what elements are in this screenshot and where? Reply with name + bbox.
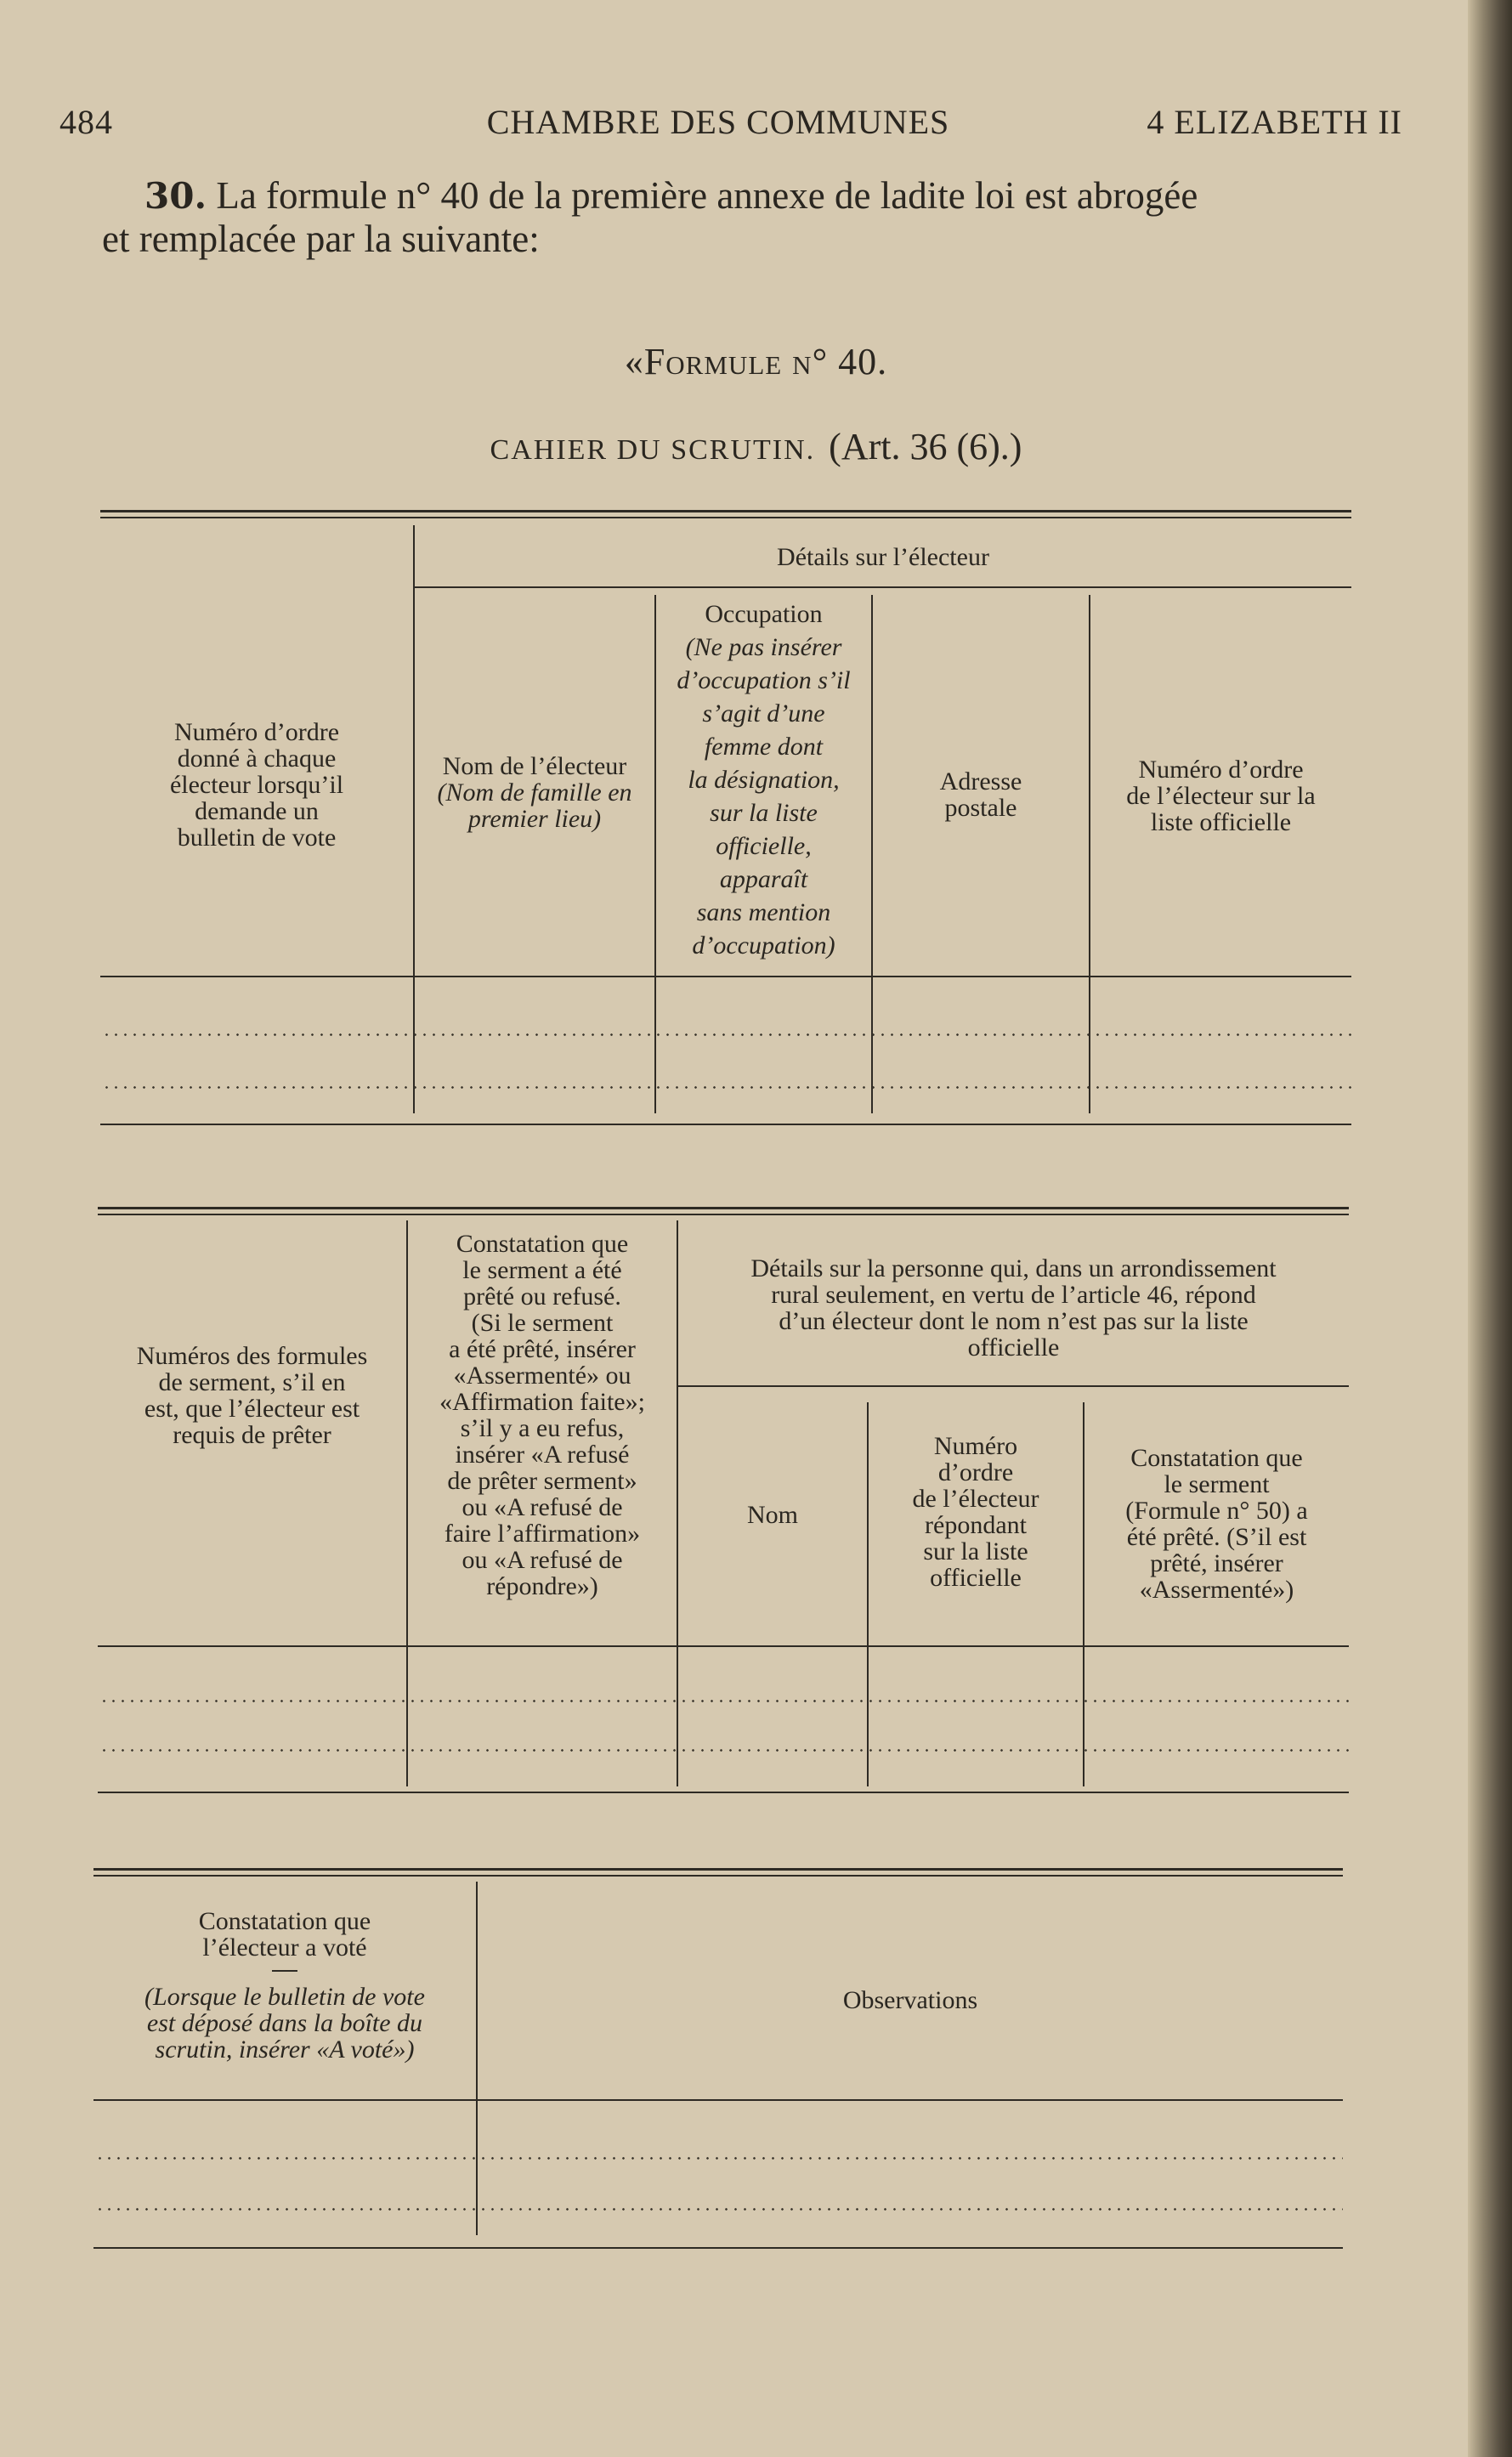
t2-col5-line: prêté, insérer	[1150, 1549, 1283, 1577]
t1-group-rule	[415, 586, 1351, 588]
t1-col3-line: la désignation,	[688, 766, 840, 794]
t2-col5-line: (Formule n° 50) a	[1125, 1497, 1308, 1525]
t2-col1-line: est, que l’électeur est	[144, 1395, 360, 1423]
t3-entry-row-2	[95, 2208, 1343, 2211]
t2-col4-line: Numéro	[933, 1432, 1018, 1460]
t2-col3-header	[678, 1502, 867, 1528]
t3-col1-header	[93, 1908, 476, 1961]
t2-col1-line: de serment, s’il en	[158, 1368, 346, 1396]
t1-bottom-rule	[100, 1124, 1351, 1125]
t2-entry-row-1	[99, 1700, 1349, 1702]
t1-col1-header	[100, 719, 413, 851]
t2-entry-row-2	[99, 1749, 1349, 1752]
t1-top-rule	[100, 510, 1351, 512]
t2-col3-line: Nom	[747, 1501, 798, 1529]
t1-col2-header	[415, 753, 654, 832]
t2-col4-line: répondant	[925, 1511, 1027, 1539]
t2-col2-line: a été prêté, insérer	[449, 1335, 636, 1363]
t3-col1-line: l’électeur a voté	[202, 1933, 367, 1962]
form-reference: (Art. 36 (6).)	[829, 426, 1022, 467]
t2-header-rule	[98, 1645, 1349, 1647]
t1-col4-header	[873, 768, 1089, 821]
t3-col1-line: Constatation que	[198, 1907, 371, 1935]
t1-col1-line: bulletin de vote	[177, 824, 337, 852]
t1-col2-line: (Nom de famille en	[437, 778, 632, 807]
t1-header-rule	[100, 976, 1351, 977]
t1-col3-line: Occupation	[705, 600, 823, 628]
t2-col4-line: officielle	[930, 1564, 1022, 1592]
t3-entry-row-1	[95, 2157, 1343, 2160]
t3-vline-1	[476, 1882, 478, 2235]
t2-col1-line: Numéros des formules	[136, 1342, 368, 1370]
t2-col5-line: le serment	[1164, 1470, 1270, 1498]
t1-col3-line: (Ne pas insérer	[685, 633, 842, 661]
t3-col1-dash	[272, 1970, 297, 1972]
t3-note-line: est déposé dans la boîte du	[146, 2009, 423, 2037]
t2-col4-line: sur la liste	[923, 1537, 1028, 1565]
t3-col2-header	[478, 1987, 1343, 2013]
t2-col2-line: ou «A refusé de	[462, 1493, 623, 1521]
t1-col5-line: de l’électeur sur la	[1126, 782, 1316, 810]
t1-col1-line: demande un	[195, 797, 319, 825]
form-subtitle-row	[0, 425, 1512, 468]
t3-note-line: (Lorsque le bulletin de vote	[144, 1983, 425, 2011]
t2-col2-line: le serment a été	[462, 1256, 622, 1284]
t1-col1-line: électeur lorsqu’il	[169, 771, 344, 799]
t3-col2-line: Observations	[842, 1986, 978, 2014]
t2-col4-header	[869, 1433, 1083, 1591]
page-number: 484	[59, 103, 113, 141]
t2-col2-header	[408, 1231, 677, 1599]
t1-col3-line: s’agit d’une	[702, 699, 825, 727]
t1-col3-line: sur la liste	[710, 799, 818, 827]
form-title: «Formule n° 40.	[624, 341, 888, 382]
t3-note-line: scrutin, insérer «A voté»)	[155, 2035, 415, 2064]
form-subtitle: CAHIER DU SCRUTIN.	[490, 434, 816, 466]
t2-top-rule	[98, 1207, 1349, 1209]
section-number: 30.	[144, 175, 207, 217]
section-text-line2: et remplacée par la suivante:	[102, 218, 540, 260]
t1-col3-header	[656, 597, 871, 962]
t2-group-header	[678, 1255, 1349, 1361]
t3-header-rule	[93, 2099, 1343, 2101]
t2-col2-line: répondre»)	[486, 1572, 598, 1600]
t2-col2-line: Constatation que	[456, 1230, 629, 1258]
t3-col1-note	[93, 1984, 476, 2063]
section-paragraph	[102, 174, 1377, 260]
t2-group-line: officielle	[967, 1333, 1060, 1362]
t1-col3-line: d’occupation)	[692, 931, 835, 960]
t1-entry-row-2	[102, 1086, 1351, 1089]
t2-col1-line: requis de prêter	[173, 1421, 331, 1449]
t1-col3-line: femme dont	[704, 733, 824, 761]
t2-col2-line: de prêter serment»	[447, 1467, 637, 1495]
t1-col2-line: Nom de l’électeur	[442, 752, 627, 780]
t1-col5-header	[1090, 756, 1351, 835]
t3-top-rule-2	[93, 1875, 1343, 1877]
t2-col5-line: Constatation que	[1130, 1444, 1303, 1472]
t2-col2-line: ou «A refusé de	[462, 1546, 623, 1574]
t1-col2-line: premier lieu)	[467, 805, 602, 833]
t2-bottom-rule	[98, 1792, 1349, 1793]
t2-group-line: rural seulement, en vertu de l’article 46, répond	[771, 1281, 1256, 1309]
t1-col1-line: Numéro d’ordre	[173, 718, 340, 746]
t2-col2-line: «Affirmation faite»;	[439, 1388, 645, 1416]
t2-col2-line: s’il y a eu refus,	[460, 1414, 625, 1442]
t1-col5-line: Numéro d’ordre	[1138, 756, 1304, 784]
t2-col2-line: prêté ou refusé.	[463, 1282, 621, 1311]
t2-group-line: Détails sur la personne qui, dans un arrondissement	[750, 1254, 1277, 1282]
t2-top-rule-2	[98, 1214, 1349, 1215]
t2-col5-line: «Assermenté»)	[1139, 1576, 1294, 1604]
t2-col1-header	[98, 1343, 406, 1448]
t2-col4-line: d’ordre	[937, 1458, 1014, 1486]
t2-group-rule	[678, 1385, 1349, 1387]
t1-col4-line: Adresse	[939, 767, 1022, 795]
t3-bottom-rule	[93, 2247, 1343, 2249]
regnal-year: 4 ELIZABETH II	[1147, 103, 1402, 141]
t2-col2-line: faire l’affirmation»	[444, 1520, 641, 1548]
section-text-line1: La formule n° 40 de la première annexe de ladite loi est abrogée	[216, 174, 1198, 217]
t1-col3-line: officielle,	[716, 832, 812, 860]
t2-group-line: d’un électeur dont le nom n’est pas sur la liste	[779, 1307, 1249, 1335]
t2-col2-line: «Assermenté» ou	[453, 1362, 631, 1390]
t1-col1-line: donné à chaque	[177, 744, 337, 773]
running-title: CHAMBRE DES COMMUNES	[486, 103, 950, 141]
t1-col3-line: apparaît	[719, 865, 808, 893]
t1-col4-line: postale	[944, 794, 1017, 822]
t1-col5-line: liste officielle	[1150, 808, 1292, 836]
t1-group-header: Détails sur l’électeur	[777, 543, 989, 571]
t2-col5-line: été prêté. (S’il est	[1126, 1523, 1307, 1551]
t2-col2-line: insérer «A refusé	[455, 1441, 630, 1469]
t1-col3-line: sans mention	[696, 898, 831, 926]
t1-col3-line: d’occupation s’il	[677, 666, 851, 694]
t1-entry-row-1	[102, 1033, 1351, 1036]
t3-top-rule	[93, 1868, 1343, 1871]
t1-top-rule-2	[100, 517, 1351, 518]
t2-col5-header	[1084, 1445, 1349, 1603]
t2-col2-line: (Si le serment	[471, 1309, 614, 1337]
t2-col4-line: de l’électeur	[912, 1485, 1039, 1513]
